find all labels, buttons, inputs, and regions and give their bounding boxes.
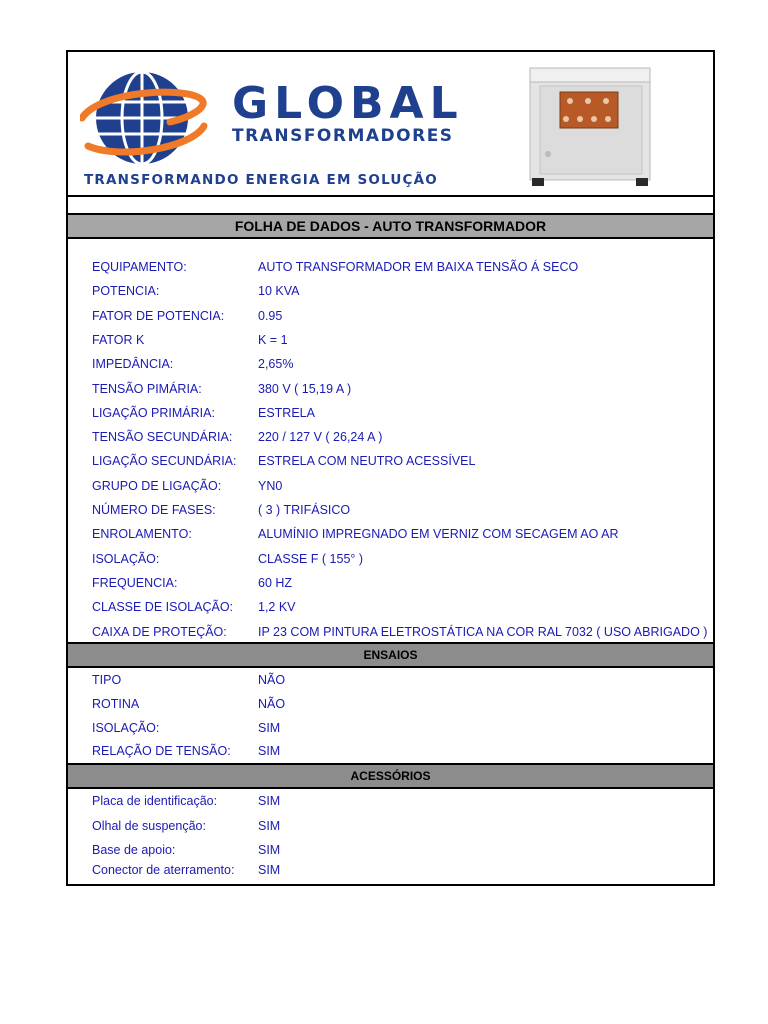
spacer-row bbox=[68, 197, 713, 215]
table-row bbox=[68, 552, 713, 572]
row-value: YN0 bbox=[258, 478, 283, 493]
row-label: GRUPO DE LIGAÇÃO: bbox=[92, 478, 222, 493]
brand-subtitle: TRANSFORMADORES bbox=[232, 126, 454, 146]
table-row bbox=[68, 333, 713, 353]
brand-tagline: TRANSFORMANDO ENERGIA EM SOLUÇÃO bbox=[84, 172, 438, 188]
row-value: 60 HZ bbox=[258, 575, 293, 590]
row-label: ISOLAÇÃO: bbox=[92, 551, 160, 566]
globe-logo-icon bbox=[80, 68, 230, 168]
row-label: FREQUENCIA: bbox=[92, 575, 178, 590]
row-label: FATOR K bbox=[92, 332, 145, 347]
row-value: CLASSE F ( 155° ) bbox=[258, 551, 364, 566]
table-row bbox=[68, 382, 713, 402]
row-value: SIM bbox=[258, 721, 281, 735]
row-value: SIM bbox=[258, 794, 281, 808]
row-label: FATOR DE POTENCIA: bbox=[92, 308, 225, 323]
row-value: SIM bbox=[258, 744, 281, 758]
table-row bbox=[68, 284, 713, 304]
table-row bbox=[68, 819, 713, 839]
table-row bbox=[68, 503, 713, 523]
row-label: POTENCIA: bbox=[92, 284, 160, 299]
table-row bbox=[68, 673, 713, 693]
table-row bbox=[68, 309, 713, 329]
row-value: 10 KVA bbox=[258, 284, 300, 299]
table-row bbox=[68, 843, 713, 863]
row-label: ISOLAÇÃO: bbox=[92, 721, 160, 735]
row-value: 380 V ( 15,19 A ) bbox=[258, 381, 352, 396]
row-label: IMPEDÂNCIA: bbox=[92, 357, 174, 372]
table-row bbox=[68, 479, 713, 499]
row-value: ESTRELA bbox=[258, 405, 315, 420]
row-label: Conector de aterramento: bbox=[92, 863, 235, 877]
row-value: ALUMÍNIO IMPREGNADO EM VERNIZ COM SECAGEM AO AR bbox=[258, 527, 619, 542]
ensaios-header: ENSAIOS bbox=[68, 642, 713, 668]
transformer-photo-icon bbox=[526, 62, 654, 190]
table-row bbox=[68, 794, 713, 814]
row-label: LIGAÇÃO PRIMÁRIA: bbox=[92, 405, 215, 420]
row-value: ESTRELA COM NEUTRO ACESSÍVEL bbox=[258, 454, 476, 469]
row-label: TIPO bbox=[92, 673, 122, 687]
datasheet bbox=[66, 50, 715, 886]
brand-name: GLOBAL bbox=[232, 78, 464, 129]
row-label: EQUIPAMENTO: bbox=[92, 260, 187, 274]
sheet-title: FOLHA DE DADOS - AUTO TRANSFORMADOR bbox=[68, 215, 713, 239]
table-row bbox=[68, 721, 713, 741]
table-row bbox=[68, 260, 713, 280]
row-value: IP 23 COM PINTURA ELETROSTÁTICA NA COR RAL 7032 ( USO ABRIGADO ) bbox=[258, 624, 708, 639]
table-row bbox=[68, 430, 713, 450]
table-row bbox=[68, 454, 713, 474]
row-value: 220 / 127 V ( 26,24 A ) bbox=[258, 430, 383, 445]
row-value: SIM bbox=[258, 843, 281, 857]
row-label: ROTINA bbox=[92, 697, 140, 711]
row-label: LIGAÇÃO SECUNDÁRIA: bbox=[92, 454, 237, 469]
row-label: Olhal de suspenção: bbox=[92, 819, 206, 833]
row-value: SIM bbox=[258, 819, 281, 833]
row-value: AUTO TRANSFORMADOR EM BAIXA TENSÃO Á SECO bbox=[258, 260, 579, 274]
table-row bbox=[68, 600, 713, 620]
table-row bbox=[68, 744, 713, 764]
row-value: NÃO bbox=[258, 673, 286, 687]
table-row bbox=[68, 527, 713, 547]
table-row bbox=[68, 697, 713, 717]
row-value: 0.95 bbox=[258, 308, 283, 323]
row-value: K = 1 bbox=[258, 332, 288, 347]
row-label: Base de apoio: bbox=[92, 843, 176, 857]
row-label: TENSÃO SECUNDÁRIA: bbox=[92, 430, 233, 445]
row-label: CLASSE DE ISOLAÇÃO: bbox=[92, 600, 234, 615]
header bbox=[68, 52, 713, 197]
row-value: ( 3 ) TRIFÁSICO bbox=[258, 503, 351, 517]
table-row bbox=[68, 406, 713, 426]
row-label: ENROLAMENTO: bbox=[92, 527, 192, 542]
row-label: RELAÇÃO DE TENSÃO: bbox=[92, 744, 231, 758]
row-label: Placa de identificação: bbox=[92, 794, 218, 808]
table-row bbox=[68, 863, 713, 883]
row-value: SIM bbox=[258, 863, 281, 877]
table-row bbox=[68, 357, 713, 377]
row-value: NÃO bbox=[258, 697, 286, 711]
row-label: CAIXA DE PROTEÇÃO: bbox=[92, 624, 227, 639]
row-value: 1,2 KV bbox=[258, 600, 296, 615]
row-label: TENSÃO PIMÁRIA: bbox=[92, 381, 202, 396]
acessorios-header: ACESSÓRIOS bbox=[68, 763, 713, 789]
row-label: NÚMERO DE FASES: bbox=[92, 503, 216, 517]
row-value: 2,65% bbox=[258, 357, 294, 372]
table-row bbox=[68, 576, 713, 596]
